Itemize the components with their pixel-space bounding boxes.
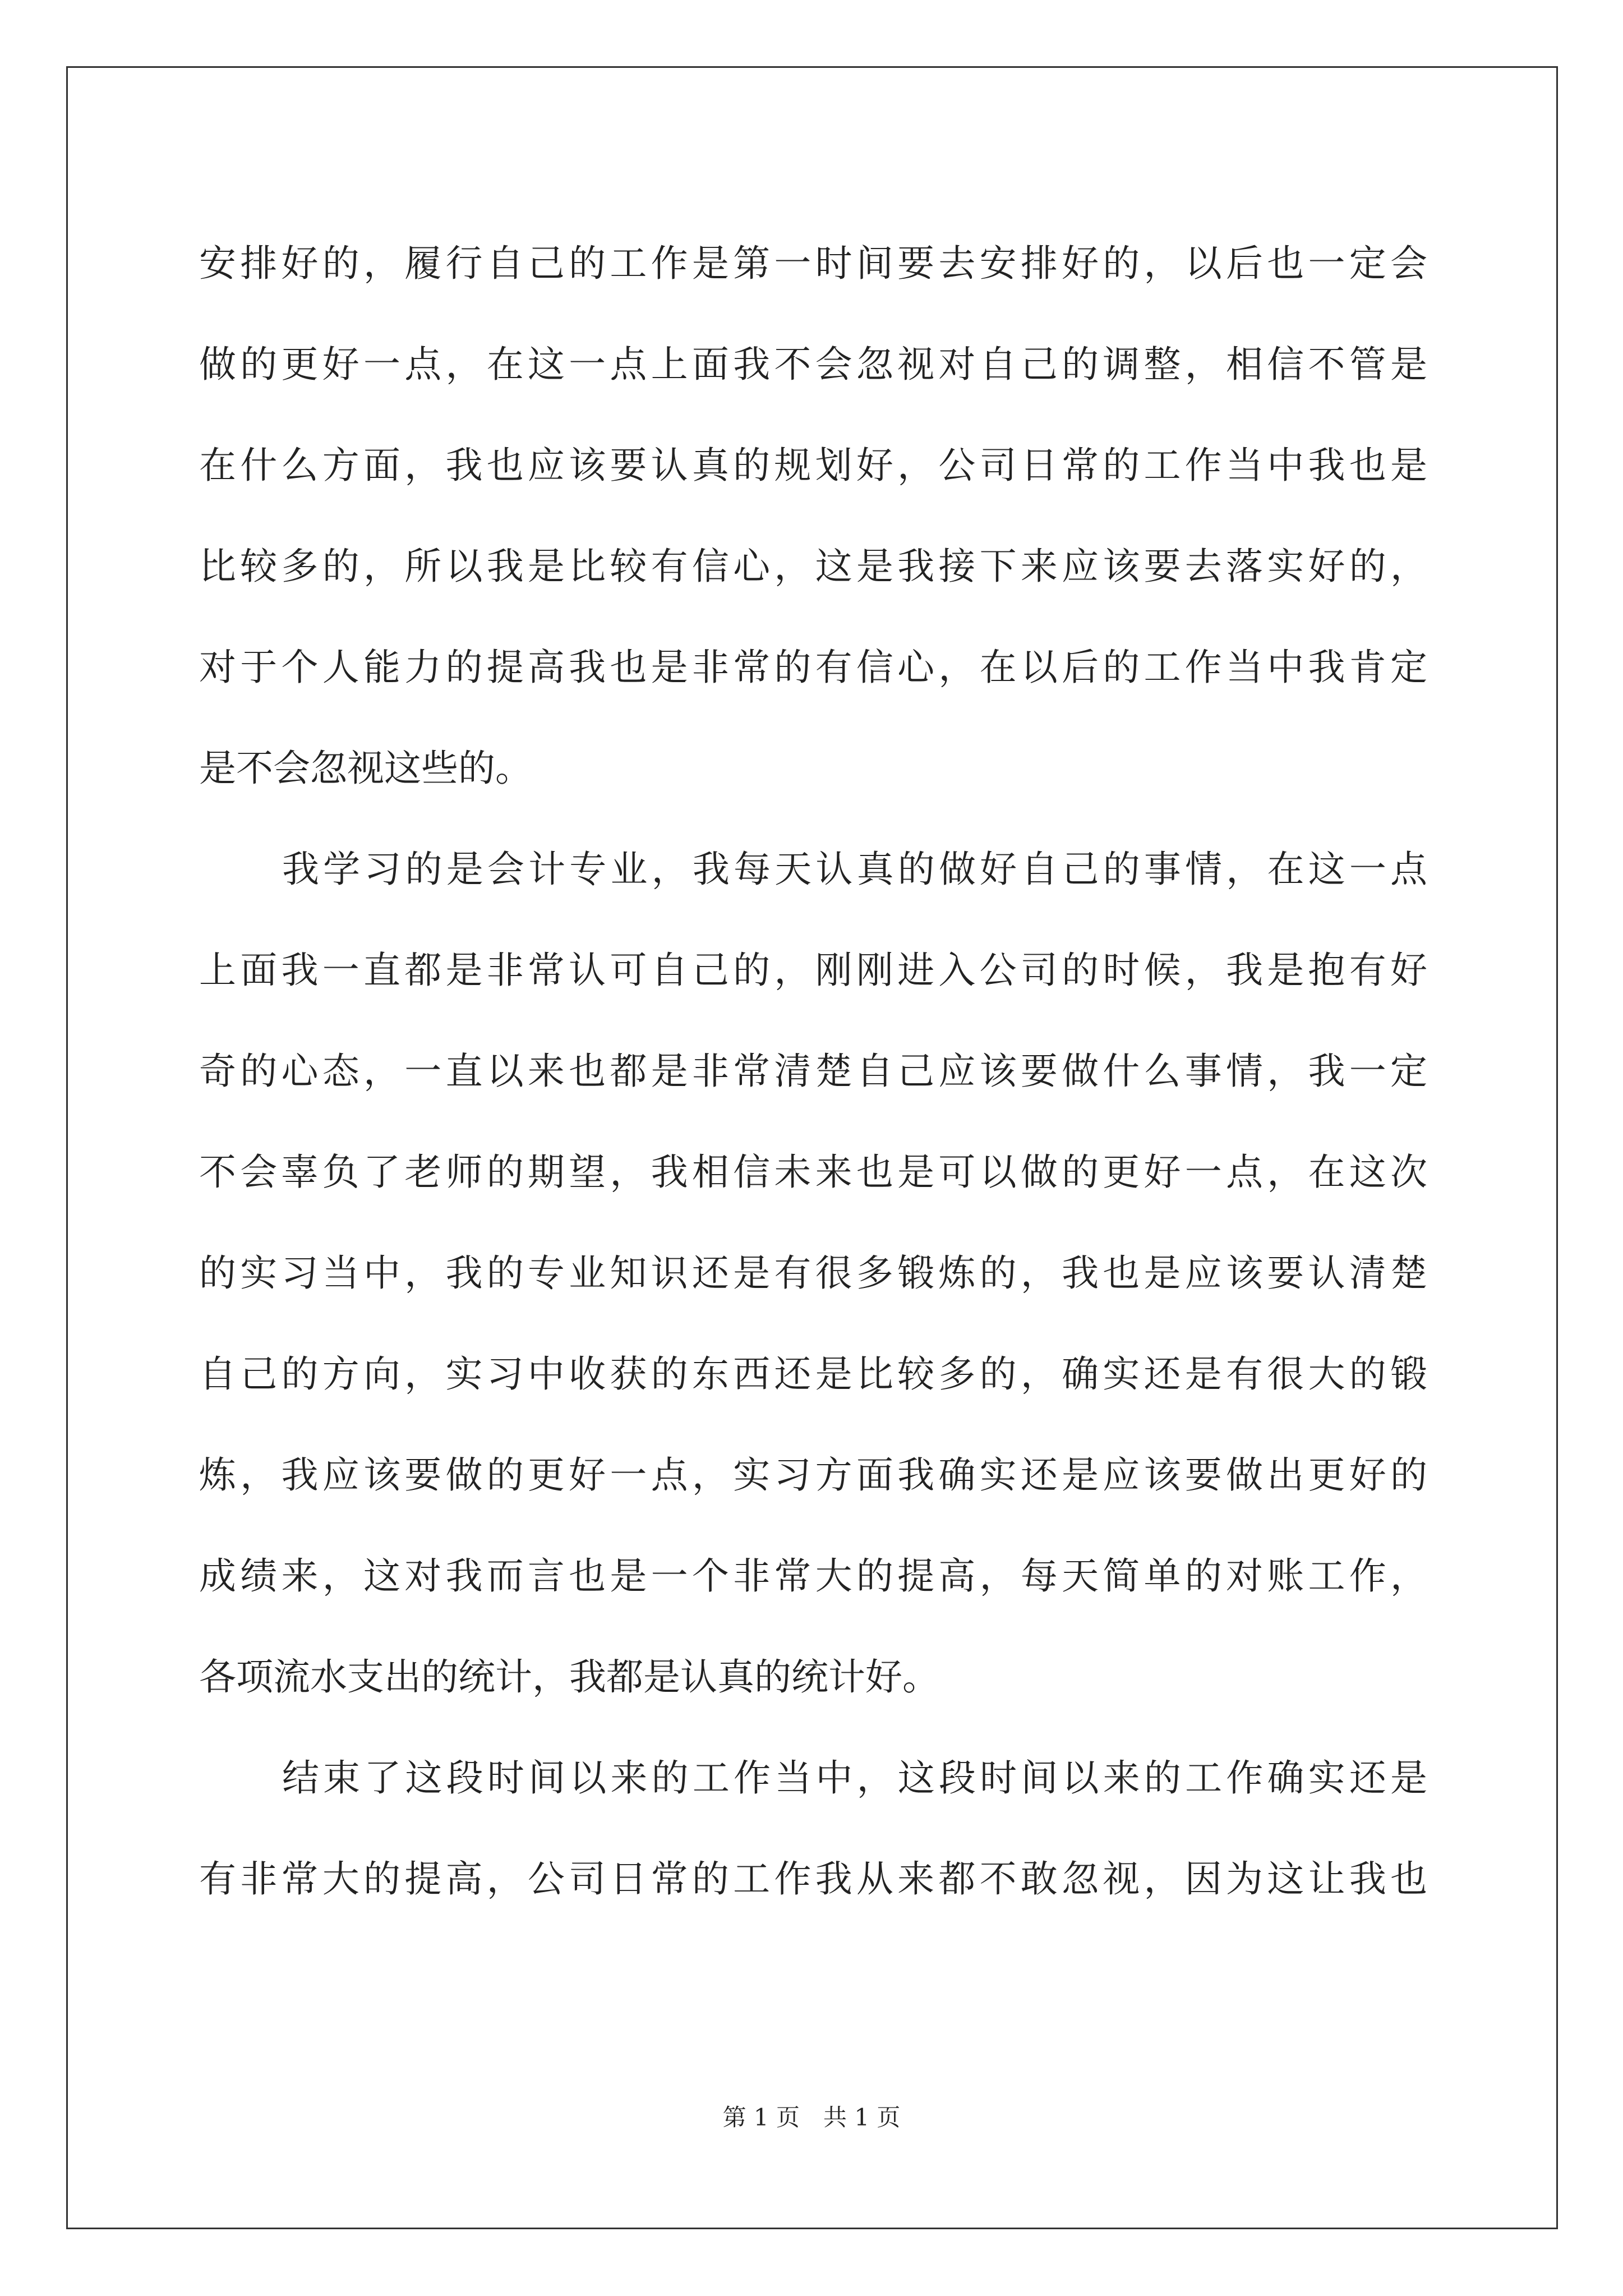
text-line: 上面我一直都是非常认可自己的，刚刚进入公司的时候，我是抱有好 bbox=[199, 949, 1427, 992]
page-number: 第 1 页 共 1 页 bbox=[722, 2104, 901, 2131]
text-line: 在什么方面，我也应该要认真的规划好，公司日常的工作当中我也是 bbox=[199, 444, 1427, 487]
text-line: 不会辜负了老师的期望，我相信未来也是可以做的更好一点，在这次 bbox=[199, 1151, 1427, 1194]
text-line: 是不会忽视这些的。 bbox=[199, 747, 532, 790]
text-line: 我学习的是会计专业，我每天认真的做好自己的事情，在这一点 bbox=[282, 848, 1427, 891]
text-line: 成绩来，这对我而言也是一个非常大的提高，每天简单的对账工作， bbox=[199, 1554, 1427, 1598]
document-body bbox=[199, 213, 1427, 1930]
text-line: 做的更好一点，在这一点上面我不会忽视对自己的调整，相信不管是 bbox=[199, 343, 1427, 386]
text-line: 有非常大的提高，公司日常的工作我从来都不敢忽视，因为这让我也 bbox=[199, 1857, 1427, 1901]
text-line: 安排好的，履行自己的工作是第一时间要去安排好的，以后也一定会 bbox=[199, 242, 1427, 285]
text-line: 奇的心态，一直以来也都是非常清楚自己应该要做什么事情，我一定 bbox=[199, 1050, 1427, 1093]
text-line: 的实习当中，我的专业知识还是有很多锻炼的，我也是应该要认清楚 bbox=[199, 1251, 1427, 1295]
text-line: 结束了这段时间以来的工作当中，这段时间以来的工作确实还是 bbox=[282, 1756, 1427, 1800]
text-line: 比较多的，所以我是比较有信心，这是我接下来应该要去落实好的， bbox=[199, 545, 1427, 588]
text-line: 炼，我应该要做的更好一点，实习方面我确实还是应该要做出更好的 bbox=[199, 1453, 1427, 1497]
text-line: 各项流水支出的统计，我都是认真的统计好。 bbox=[199, 1655, 939, 1699]
text-line: 对于个人能力的提高我也是非常的有信心，在以后的工作当中我肯定 bbox=[199, 646, 1427, 689]
text-line: 自己的方向，实习中收获的东西还是比较多的，确实还是有很大的锻 bbox=[199, 1352, 1427, 1396]
